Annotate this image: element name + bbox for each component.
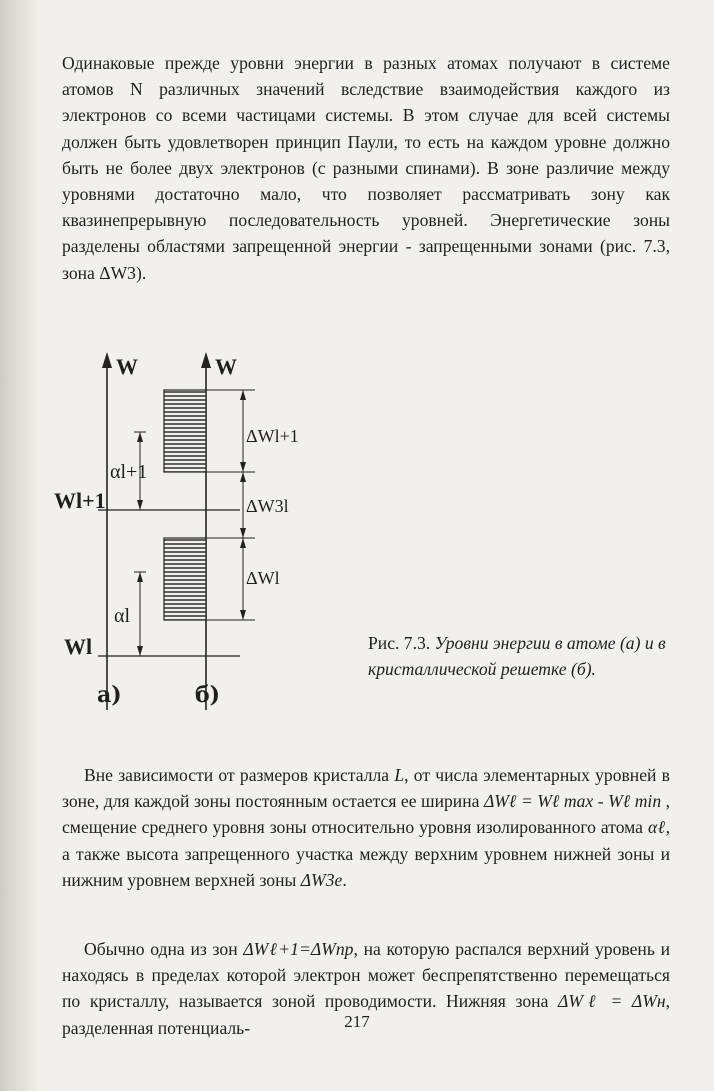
figure-caption — [368, 630, 668, 682]
caption-text: Уровни энергии в атоме (а) и в кристаллической решетке (б). — [368, 633, 666, 679]
paragraph-3: Обычно одна из зон ΔWℓ+1=ΔWпр, на которую распался верхний уровень и находясь в пределах которой электрон может беспрепятственно перемещаться по кристаллу, называется зоной проводимости. Нижняя зона ΔWℓ = ΔWн, разделенная потенциаль- — [62, 939, 670, 1038]
band-upper — [164, 390, 206, 472]
alpha-lower-label: αl — [114, 605, 131, 627]
page-edge-shadow — [0, 0, 40, 1091]
level-upper-label: Wl+1 — [54, 488, 106, 513]
axis-a-arrow — [102, 352, 112, 368]
page-number: 217 — [344, 1012, 370, 1031]
paragraph-2: Вне зависимости от размеров кристалла L, от числа элементарных уровней в зоне, для каждой зоны постоянным остается ее ширина ΔWℓ = Wℓ max - Wℓ min , смещение среднего уровня зоны относительно уровня изолированного атома αℓ, а также высота запрещенного участка между верхним уровнем нижней зоны и нижним уровнем верхней зоны ΔW3e. — [62, 765, 671, 890]
crystal-size-symbol: L — [394, 765, 405, 785]
axis-b-arrow — [201, 352, 211, 368]
band-lower — [164, 538, 206, 620]
axis-b-label: W — [215, 354, 237, 379]
lower-band-formula: ΔWℓ = ΔWн — [558, 991, 666, 1012]
axis-a-label: W — [116, 354, 138, 379]
alpha-symbol: αℓ — [647, 817, 666, 838]
band-gap-label: ΔW3l — [246, 496, 289, 516]
level-lower-label: Wl — [64, 634, 93, 659]
figure-label-a: а) — [97, 682, 122, 708]
alpha-upper-label: αl+1 — [110, 461, 148, 483]
band-width-formula: ΔWℓ = Wℓ max - Wℓ min — [483, 791, 662, 812]
figure-label-b: б) — [195, 682, 221, 708]
gap-symbol: ΔW3e — [300, 869, 343, 890]
caption-prefix: Рис. 7.3. — [368, 633, 431, 653]
conduction-band-formula: ΔWℓ+1=ΔWпр — [243, 939, 354, 959]
energy-levels-figure — [40, 350, 300, 730]
band-lower-label: ΔWl — [246, 568, 280, 588]
paragraph-1: Одинаковые прежде уровни энергии в разных атомах получают в системе атомов N различных значений вследствие взаимодействия каждого из электронов со всеми частицами системы. В этом случае для всей системы должен быть удовлетворен принцип Паули, то есть на каждом уровне должно быть не более двух электронов (с разными спинами). В зоне различие между уровнями достаточно мало, что позволяет рассматривать зону как квазинепрерывную последовательность уровней. Энергетические зоны разделены областями запрещенной энергии - запрещенными зонами (рис. 7.3, зона ΔW3). — [62, 53, 670, 283]
band-upper-label: ΔWl+1 — [246, 426, 299, 446]
